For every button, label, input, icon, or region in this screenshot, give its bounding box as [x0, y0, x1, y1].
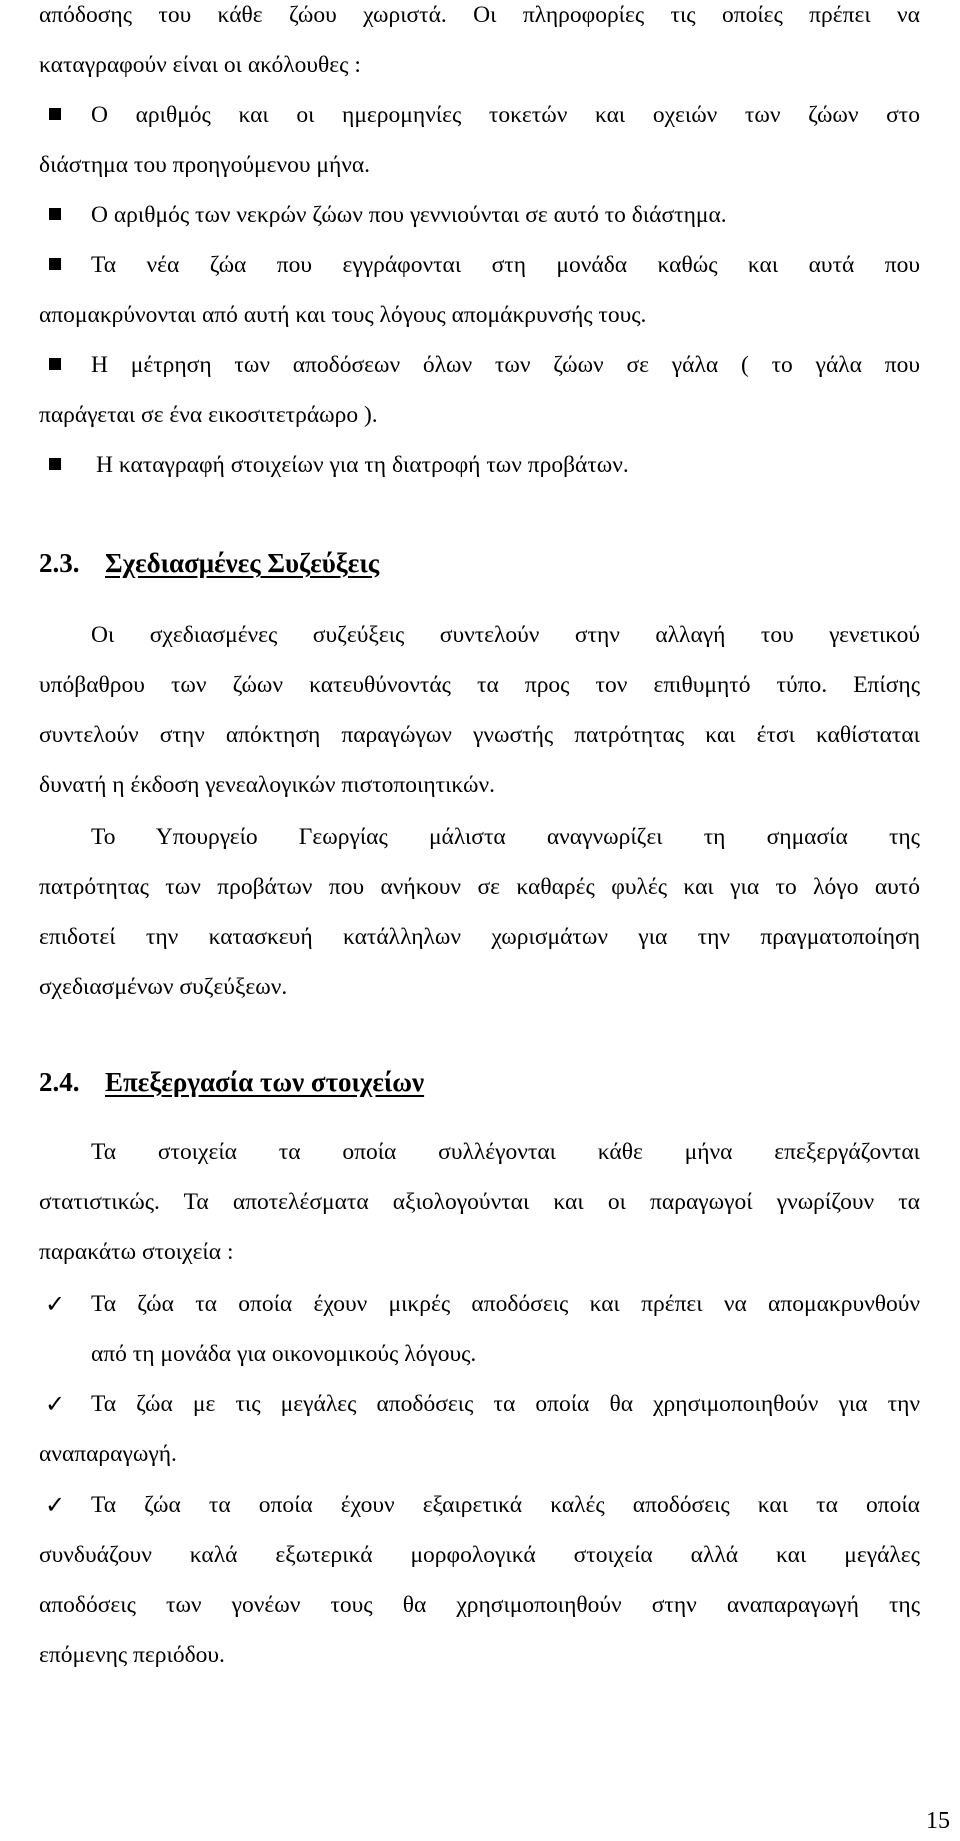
check-item-2-line-1: Τα ζώα με τις μεγάλες αποδόσεις τα οποία θα χρησιμοποιηθούν για την: [91, 1391, 920, 1417]
bullet-1-line-1: Ο αριθμός και οι ημερομηνίες τοκετών και οχειών των ζώων στο: [91, 102, 920, 128]
paragraph-line: στατιστικώς. Τα αποτελέσματα αξιολογούνται και οι παραγωγοί γνωρίζουν τα: [39, 1189, 920, 1215]
check-item-3-line-1: Τα ζώα τα οποία έχουν εξαιρετικά καλές αποδόσεις και τα οποία: [91, 1492, 920, 1518]
bullet-5-line-1: Η καταγραφή στοιχείων για τη διατροφή των προβάτων.: [96, 452, 629, 478]
paragraph-line: σχεδιασμένων συζεύξεων.: [39, 974, 288, 1000]
check-item-3-line-2: συνδυάζουν καλά εξωτερικά μορφολογικά στοιχεία αλλά και μεγάλες: [39, 1542, 920, 1568]
paragraph-line: Το Υπουργείο Γεωργίας μάλιστα αναγνωρίζει τη σημασία της: [91, 824, 920, 850]
check-item-3-line-4: επόμενης περιόδου.: [39, 1642, 225, 1668]
section-heading-2-4: [39, 1065, 424, 1099]
paragraph-line: πατρότητας των προβάτων που ανήκουν σε καθαρές φυλές και για το λόγο αυτό: [39, 874, 920, 900]
bullet-4-line-1: Η μέτρηση των αποδόσεων όλων των ζώων σε γάλα ( το γάλα που: [91, 352, 920, 378]
paragraph-line: επιδοτεί την κατασκευή κατάλληλων χωρισμάτων για την πραγματοποίηση: [39, 924, 920, 950]
check-item-1-line-1: Τα ζώα τα οποία έχουν μικρές αποδόσεις και πρέπει να απομακρυνθούν: [91, 1291, 920, 1317]
bullet-4-line-2: παράγεται σε ένα εικοσιτετράωρο ).: [39, 402, 378, 428]
paragraph-line: παρακάτω στοιχεία :: [39, 1239, 234, 1265]
section-heading-2-3: [39, 546, 379, 580]
square-bullet-icon: [49, 258, 61, 270]
section-title: Σχεδιασμένες Συζεύξεις: [105, 548, 380, 578]
paragraph-line: δυνατή η έκδοση γενεαλογικών πιστοποιητικών.: [39, 772, 496, 798]
bullet-1-line-2: διάστημα του προηγούμενου μήνα.: [39, 152, 371, 178]
square-bullet-icon: [49, 458, 61, 470]
square-bullet-icon: [49, 208, 61, 220]
check-item-3-line-3: αποδόσεις των γονέων τους θα χρησιμοποιηθούν στην αναπαραγωγή της: [39, 1592, 920, 1618]
page-number: 15: [926, 1808, 950, 1834]
square-bullet-icon: [49, 108, 61, 120]
paragraph-line: Τα στοιχεία τα οποία συλλέγονται κάθε μήνα επεξεργάζονται: [91, 1139, 920, 1165]
check-item-2-line-2: αναπαραγωγή.: [39, 1441, 177, 1467]
bullet-3-line-1: Τα νέα ζώα που εγγράφονται στη μονάδα καθώς και αυτά που: [91, 252, 920, 278]
section-number: 2.3.: [39, 548, 80, 578]
intro-line-2: καταγραφούν είναι οι ακόλουθες :: [39, 52, 361, 78]
check-mark-icon: ✓: [45, 1390, 66, 1418]
intro-line-1: απόδοσης του κάθε ζώου χωριστά. Οι πληροφορίες τις οποίες πρέπει να: [39, 2, 920, 28]
bullet-3-line-2: απομακρύνονται από αυτή και τους λόγους απομάκρυνσής τους.: [39, 302, 647, 328]
paragraph-line: Οι σχεδιασμένες συζεύξεις συντελούν στην αλλαγή του γενετικού: [91, 622, 920, 648]
check-mark-icon: ✓: [45, 1491, 66, 1519]
bullet-2-line-1: Ο αριθμός των νεκρών ζώων που γεννιούνται σε αυτό το διάστημα.: [91, 202, 727, 228]
check-item-1-line-2: από τη μονάδα για οικονομικούς λόγους.: [91, 1341, 477, 1367]
section-title: Επεξεργασία των στοιχείων: [105, 1067, 425, 1097]
check-mark-icon: ✓: [45, 1290, 66, 1318]
section-number: 2.4.: [39, 1067, 80, 1097]
paragraph-line: συντελούν στην απόκτηση παραγώγων γνωστής πατρότητας και έτσι καθίσταται: [39, 722, 920, 748]
square-bullet-icon: [49, 358, 61, 370]
paragraph-line: υπόβαθρου των ζώων κατευθύνοντάς τα προς τον επιθυμητό τύπο. Επίσης: [39, 672, 920, 698]
